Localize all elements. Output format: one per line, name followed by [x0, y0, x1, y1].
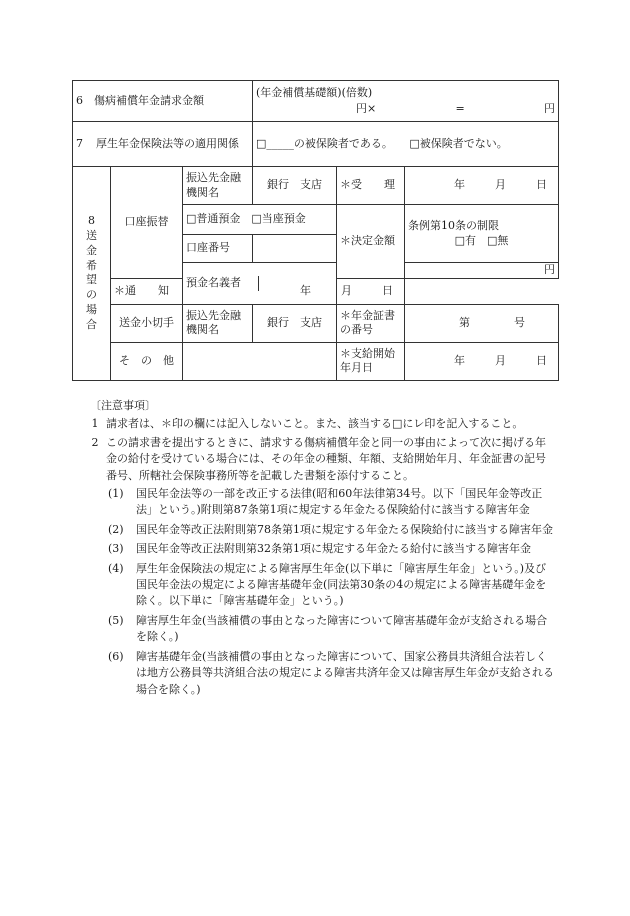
yen-times-label: 円× — [356, 101, 377, 115]
account-transfer-label: 口座振替 — [111, 167, 183, 279]
account-number-label: 口座番号 — [183, 235, 253, 263]
notes-section — [84, 398, 554, 701]
not-insured-checkbox[interactable]: □被保険者でない。 — [409, 136, 508, 150]
note-subitem: (1) 国民年金法等の一部を改正する法律(昭和60年法律第34号。以下「国民年金等改正法」という。)附則第87条第1項に規定する年金たる保険給付に該当する障害年金 — [108, 487, 543, 517]
clause-options[interactable]: □有 □無 — [454, 233, 509, 247]
equals-label: = — [455, 101, 465, 115]
clause-label: 条例第10条の制限 — [408, 218, 499, 232]
insurance-relation-label-cell — [73, 122, 253, 167]
bank-name-label: 振込先金融機関名 — [183, 167, 253, 205]
account-holder-field[interactable] — [259, 276, 336, 291]
claim-amount-label-cell — [73, 81, 253, 122]
notes-title: 〔注意事項〕 — [90, 399, 156, 412]
insurance-relation-options — [253, 122, 559, 167]
bank-name-field-2[interactable]: 銀行 支店 — [253, 304, 337, 342]
start-date-field[interactable]: 年 月 日 — [405, 342, 559, 380]
row-insurance-relation — [73, 122, 559, 167]
note-item: 2 この請求書を提出するときに、請求する傷病補償年金と同一の事由によって次に掲げる年金の給付を受けている場合には、その年金の種類、年額、支給開始年月、年金証書の記号番号、所轄社会保険事務所等を記載した書類を添付すること。 — [91, 435, 546, 482]
insured-checkbox[interactable]: □_____の被保険者である。 — [256, 136, 388, 150]
cert-number-field[interactable]: 第 号 — [405, 304, 559, 342]
note-item: 1 請求者は、＊印の欄には記入しないこと。また、該当する□にレ印を記入すること。 — [91, 417, 524, 431]
cert-number-label: ＊年金証書の番号 — [337, 304, 405, 342]
claim-form-table — [72, 80, 559, 381]
row-cashier-check — [73, 304, 559, 342]
note-subitem: (4) 厚生年金保険法の規定による障害厚生年金(以下単に「障害厚生年金」という。)及び国民年金法の規定による障害基礎年金(同法第30条の4の規定による障害基礎年金を除く。以下単に「障害基礎年金」という。) — [108, 561, 547, 608]
claim-amount-field[interactable] — [253, 81, 559, 122]
amount-yen-label: 円 — [544, 101, 555, 115]
amount-header: (年金補償基礎額)(倍数) — [256, 85, 373, 99]
other-field[interactable] — [183, 342, 337, 380]
bank-name-field[interactable]: 銀行 支店 — [253, 167, 337, 205]
note-subitem: (3) 国民年金等改正法附則第32条第1項に規定する年金たる給付に該当する障害年金 — [108, 542, 531, 556]
bank-name-label-2: 振込先金融機関名 — [183, 304, 253, 342]
clause-restriction[interactable] — [405, 205, 559, 263]
receipt-date-field[interactable]: 年 月 日 — [405, 167, 559, 205]
notice-date-field[interactable]: 年 月 日 — [337, 278, 405, 304]
notice-label: ＊通 知 — [111, 278, 183, 304]
decision-amount-label: ＊決定金額 — [337, 205, 405, 279]
claim-amount-label: 傷病補償年金請求金額 — [94, 93, 204, 107]
row-bank-name — [73, 167, 559, 205]
row-other — [73, 342, 559, 380]
account-holder-label: 預金名義者 — [183, 276, 259, 291]
note-subitem: (6) 障害基礎年金(当該補償の事由となった障害について、国家公務員共済組合法若しくは地方公務員等共済組合法の規定による障害共済年金又は障害厚生年金が支給される場合を除く。) — [108, 649, 554, 696]
other-label: そ の 他 — [111, 342, 183, 380]
remittance-section-label: 8 送 金 希 望 の 場 合 — [73, 167, 111, 381]
insurance-relation-label: 厚生年金保険法等の適用関係 — [96, 136, 239, 150]
deposit-type-checkboxes[interactable]: □普通預金 □当座預金 — [183, 205, 337, 235]
note-subitem: (2) 国民年金等改正法附則第78条第1項に規定する年金たる保険給付に該当する障害年金 — [108, 522, 553, 536]
decision-yen-label: 円 — [405, 263, 559, 279]
cashier-check-label: 送金小切手 — [111, 304, 183, 342]
account-holder-label-wrap — [183, 263, 337, 305]
note-subitem: (5) 障害厚生年金(当該補償の事由となった障害について障害基礎年金が支給される場合を除く。) — [108, 613, 548, 644]
row7-num: 7 — [76, 136, 83, 150]
account-number-field[interactable] — [253, 235, 337, 263]
row-claim-amount — [73, 81, 559, 122]
receipt-label: ＊受 理 — [337, 167, 405, 205]
row6-num: 6 — [76, 93, 83, 107]
start-date-label: ＊支給開始年月日 — [337, 342, 405, 380]
